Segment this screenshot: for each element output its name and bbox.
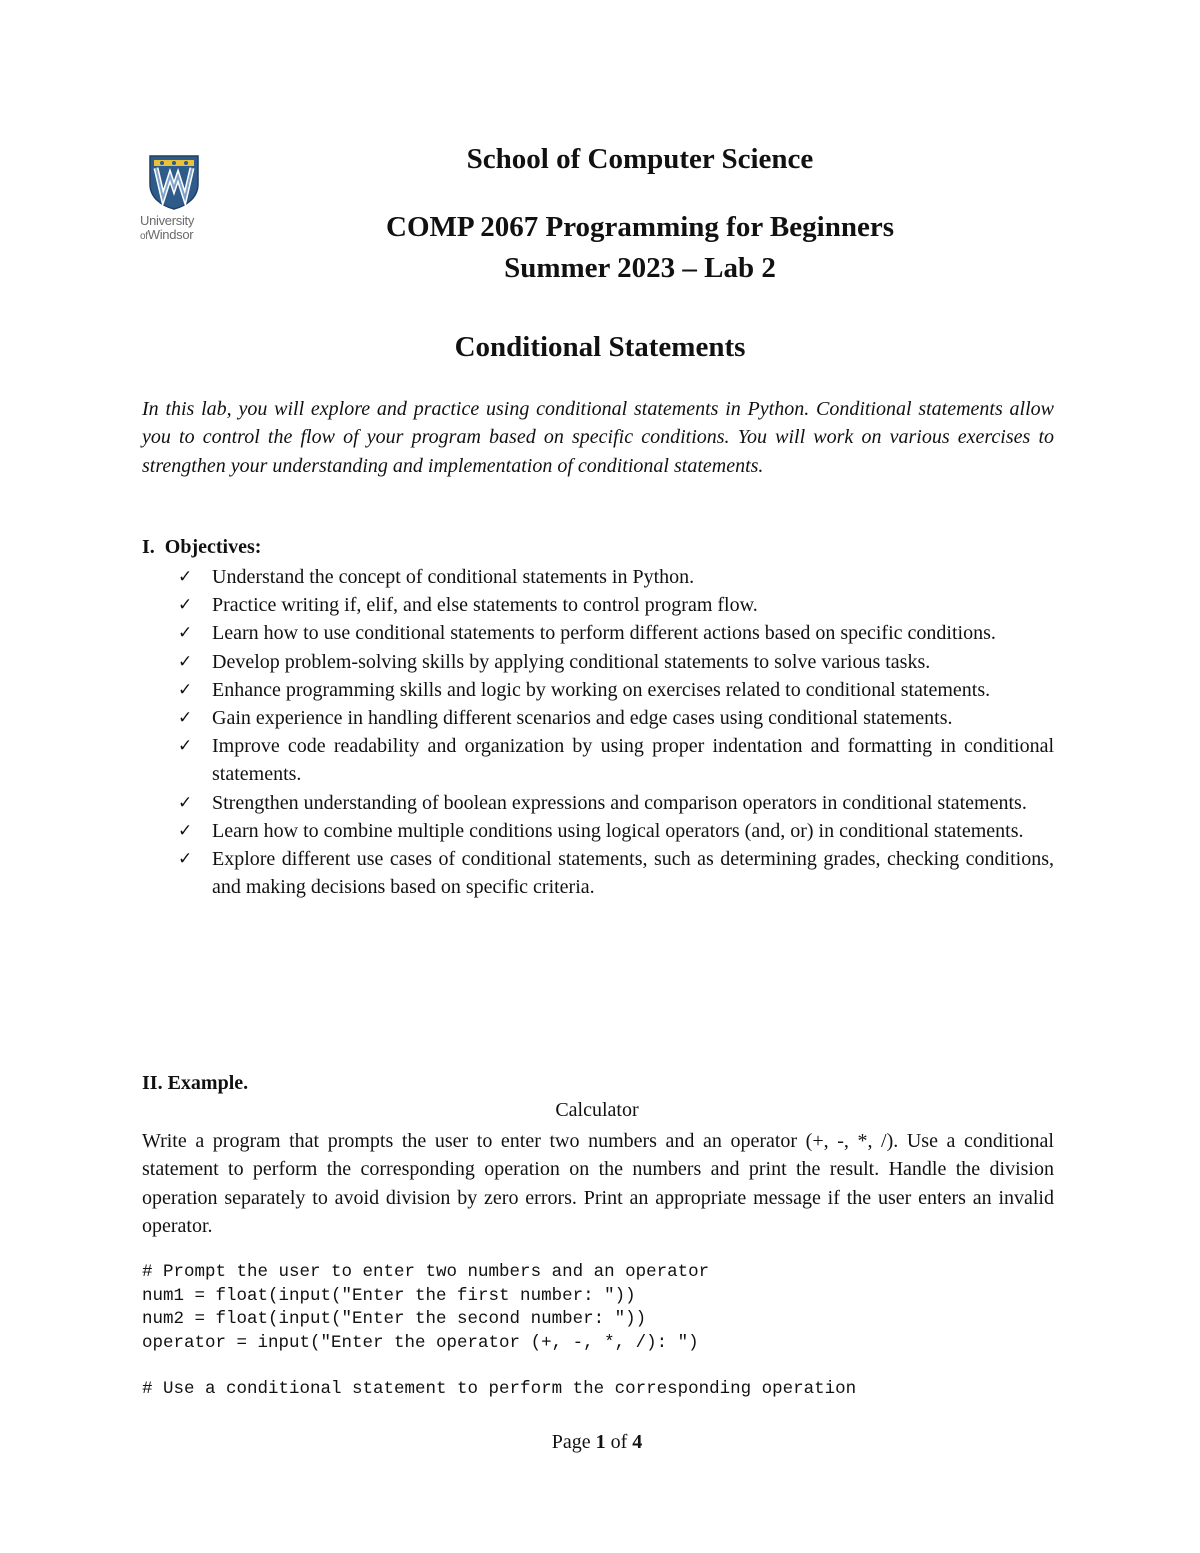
school-title: School of Computer Science xyxy=(466,143,814,175)
objective-item: ✓ Learn how to combine multiple conditions using logical operators (and, or) in conditional statements. xyxy=(178,817,1054,845)
checkmark-icon: ✓ xyxy=(178,651,193,672)
objectives-list xyxy=(178,563,1054,901)
objectives-heading: I. Objectives: xyxy=(142,536,262,558)
term-title: Summer 2023 – Lab 2 xyxy=(504,252,776,284)
objective-item: ✓ Enhance programming skills and logic by working on exercises related to conditional statements. xyxy=(178,676,1054,704)
current-page: 1 xyxy=(595,1431,606,1453)
lab-topic-title: Conditional Statements xyxy=(454,331,746,363)
code-block: # Prompt the user to enter two numbers and an operator num1 = float(input("Enter the first number: ")) num2 = float(input("Enter the second number: ")) operator = input("Enter the operator (+, -, *, /): ") xyxy=(142,1262,710,1353)
example-description: Write a program that prompts the user to enter two numbers and an operator (+, -, *, /). Use a conditional statement to perform the corresponding operation on the numbers and print the result. Handle the division operation separately to avoid division by zero errors. Print an appropriate message if the user enters an invalid operator. xyxy=(142,1130,1054,1237)
intro-paragraph: In this lab, you will explore and practice using conditional statements in Python. Conditional statements allow you to control the flow of your program based on specific conditions. You will work on various exercises to strengthen your understanding and implementation of conditional statements. xyxy=(142,398,1054,477)
total-pages: 4 xyxy=(632,1431,643,1453)
logo-line-university: University xyxy=(140,213,195,228)
objective-item: ✓ Strengthen understanding of boolean expressions and comparison operators in conditional statements. xyxy=(178,789,1054,817)
checkmark-icon: ✓ xyxy=(178,849,193,870)
checkmark-icon: ✓ xyxy=(178,679,193,700)
checkmark-icon: ✓ xyxy=(178,708,193,729)
checkmark-icon: ✓ xyxy=(178,736,193,757)
objective-item: ✓ Understand the concept of conditional statements in Python. xyxy=(178,563,1054,591)
checkmark-icon: ✓ xyxy=(178,567,193,587)
objective-item: ✓ Learn how to use conditional statements to perform different actions based on specific conditions. xyxy=(178,619,1054,647)
checkmark-icon: ✓ xyxy=(178,792,193,813)
checkmark-icon: ✓ xyxy=(178,820,193,841)
page-number: Page 1 of 4 xyxy=(551,1431,643,1453)
logo-line-windsor: ofWindsor xyxy=(140,227,194,242)
example-heading: II. Example. xyxy=(142,1072,249,1094)
objective-item: ✓ Develop problem-solving skills by applying conditional statements to solve various tasks. xyxy=(178,648,1054,676)
course-title: COMP 2067 Programming for Beginners xyxy=(386,211,894,243)
objective-item: ✓ Gain experience in handling different scenarios and edge cases using conditional statements. xyxy=(178,704,1054,732)
objective-item: ✓ Practice writing if, elif, and else statements to control program flow. xyxy=(178,591,1054,619)
objective-item: ✓ Explore different use cases of conditional statements, such as determining grades, checking conditions, and making decisions based on specific criteria. xyxy=(178,845,1054,901)
objective-item: ✓ Improve code readability and organization by using proper indentation and formatting in conditional statements. xyxy=(178,732,1054,788)
code-block: # Use a conditional statement to perform the corresponding operation xyxy=(142,1379,857,1399)
checkmark-icon: ✓ xyxy=(178,595,193,616)
checkmark-icon: ✓ xyxy=(178,623,193,644)
example-subtitle: Calculator xyxy=(555,1099,639,1121)
